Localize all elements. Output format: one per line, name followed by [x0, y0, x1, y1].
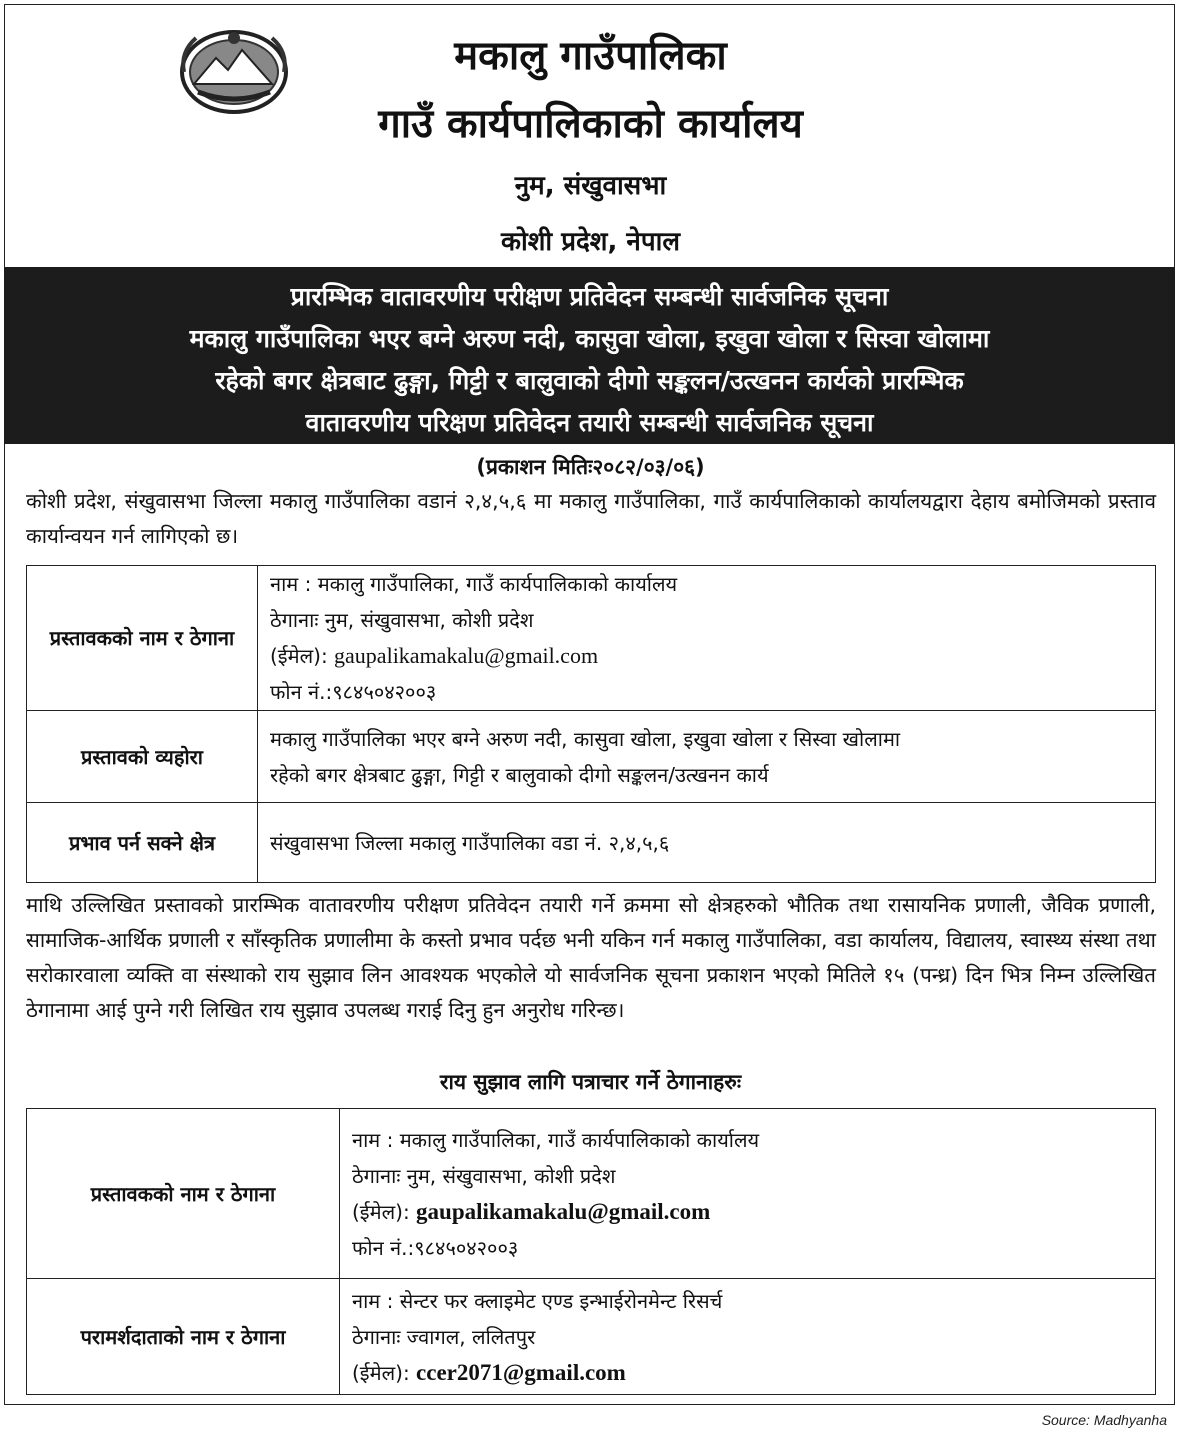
email-label: (ईमेल):: [352, 1199, 410, 1224]
contact-table: [26, 1108, 1156, 1395]
email-label: (ईमेल):: [270, 644, 328, 668]
proponent-email: gaupalikamakalu@gmail.com: [334, 643, 599, 668]
description-line: रहेको बगर क्षेत्रबाट ढुङ्गा, गिट्टी र बालुवाको दीगो सङ्कलन/उत्खनन कार्य: [270, 762, 769, 787]
banner-line: रहेको बगर क्षेत्रबाट ढुङ्गा, गिट्टी र बालुवाको दीगो सङ्कलन/उत्खनन कार्यको प्रारम्भिक: [215, 366, 964, 395]
contact-heading: राय सुझाव लागि पत्राचार गर्ने ठेगानाहरुः: [439, 1070, 742, 1094]
proposal-table: [26, 565, 1156, 883]
body-paragraph: माथि उल्लिखित प्रस्तावको प्रारम्भिक वातावरणीय परीक्षण प्रतिवेदन तयारी गर्ने क्रममा सो क्षेत्रहरुको भौतिक तथा रासायनिक प्रणाली, जैविक प्रणाली, सामाजिक-आर्थिक प्रणाली र साँस्कृतिक प्रणालीमा के कस्तो प्रभाव पर्दछ भनी यकिन गर्न मकालु गाउँपालिका, वडा कार्यालय, विद्यालय, स्वास्थ्य संस्था तथा सरोकारवाला व्यक्ति वा संस्थाको राय सुझाव लिन आवश्यक भएकोले यो सार्वजनिक सूचना प्रकाशन भएको मितिले १५ (पन्ध्र) दिन भित्र निम्न उल्लिखित ठेगानामा आई पुग्ने गरी लिखित राय सुझाव उपलब्ध गराई दिनु हुन अनुरोध गरिन्छ।: [26, 893, 1156, 1022]
office-type: गाउँ कार्यपालिकाको कार्यालय: [378, 101, 803, 147]
description-line: मकालु गाउँपालिका भएर बग्ने अरुण नदी, कासुवा खोला, इखुवा खोला र सिस्वा खोलामा: [270, 726, 901, 751]
proponent-address: ठेगानाः नुम, संखुवासभा, कोशी प्रदेश: [270, 608, 534, 632]
notice-title-banner: [4, 267, 1175, 444]
table-row: [27, 1279, 1156, 1395]
proponent-name: नाम : मकालु गाउँपालिका, गाउँ कार्यपालिकाको कार्यालय: [270, 572, 678, 596]
proponent-label: प्रस्तावकको नाम र ठेगाना: [27, 1109, 340, 1279]
consultant-email-line: [352, 1355, 1143, 1391]
proposal-description: [258, 711, 1156, 803]
table-row: [27, 803, 1156, 883]
table-row: [27, 566, 1156, 711]
source-credit: Source: Madhyanha: [1041, 1412, 1167, 1428]
office-location: नुम, संखुवासभा: [514, 171, 667, 201]
consultant-address: ठेगानाः ज्वागल, ललितपुर: [352, 1324, 536, 1349]
publication-date: (प्रकाशन मितिः२०८२/०३/०६): [476, 455, 705, 479]
proponent-details: [258, 566, 1156, 711]
proponent-email: gaupalikamakalu@gmail.com: [416, 1198, 711, 1224]
proposal-description-label: प्रस्तावको व्यहोरा: [27, 711, 258, 803]
consultant-name: नाम : सेन्टर फर क्लाइमेट एण्ड इन्भाईरोनमेन्ट रिसर्च: [352, 1288, 723, 1313]
office-province: कोशी प्रदेश, नेपाल: [501, 227, 680, 257]
office-name: मकालु गाउँपालिका: [454, 33, 727, 79]
consultant-email: ccer2071@gmail.com: [416, 1359, 626, 1385]
proponent-phone: फोन नं.:९८४५०४२००३: [352, 1235, 519, 1260]
proponent-email-line: [270, 638, 1143, 674]
proponent-contact: [340, 1109, 1156, 1279]
table-row: [27, 1109, 1156, 1279]
proponent-address: ठेगानाः नुम, संखुवासभा, कोशी प्रदेश: [352, 1163, 616, 1188]
intro-paragraph: कोशी प्रदेश, संखुवासभा जिल्ला मकालु गाउँपालिका वडानं २,४,५,६ मा मकालु गाउँपालिका, गाउँ कार्यपालिकाको कार्यालयद्वारा देहाय बमोजिमको प्रस्ताव कार्यान्वयन गर्न लागिएको छ।: [26, 489, 1156, 548]
affected-area-label: प्रभाव पर्न सक्ने क्षेत्र: [27, 803, 258, 883]
banner-line: वातावरणीय परिक्षण प्रतिवेदन तयारी सम्बन्धी सार्वजनिक सूचना: [305, 408, 874, 437]
proponent-label: प्रस्तावकको नाम र ठेगाना: [27, 566, 258, 711]
affected-area: संखुवासभा जिल्ला मकालु गाउँपालिका वडा नं. २,४,५,६: [258, 803, 1156, 883]
proponent-phone: फोन नं.:९८४५०४२००३: [270, 680, 437, 704]
proponent-email-line: [352, 1194, 1143, 1230]
consultant-contact: [340, 1279, 1156, 1395]
table-row: [27, 711, 1156, 803]
banner-line: मकालु गाउँपालिका भएर बग्ने अरुण नदी, कासुवा खोला, इखुवा खोला र सिस्वा खोलामा: [189, 324, 990, 353]
proponent-name: नाम : मकालु गाउँपालिका, गाउँ कार्यपालिकाको कार्यालय: [352, 1127, 760, 1152]
consultant-label: परामर्शदाताको नाम र ठेगाना: [27, 1279, 340, 1395]
email-label: (ईमेल):: [352, 1360, 410, 1385]
banner-line: प्रारम्भिक वातावरणीय परीक्षण प्रतिवेदन सम्बन्धी सार्वजनिक सूचना: [290, 282, 889, 311]
